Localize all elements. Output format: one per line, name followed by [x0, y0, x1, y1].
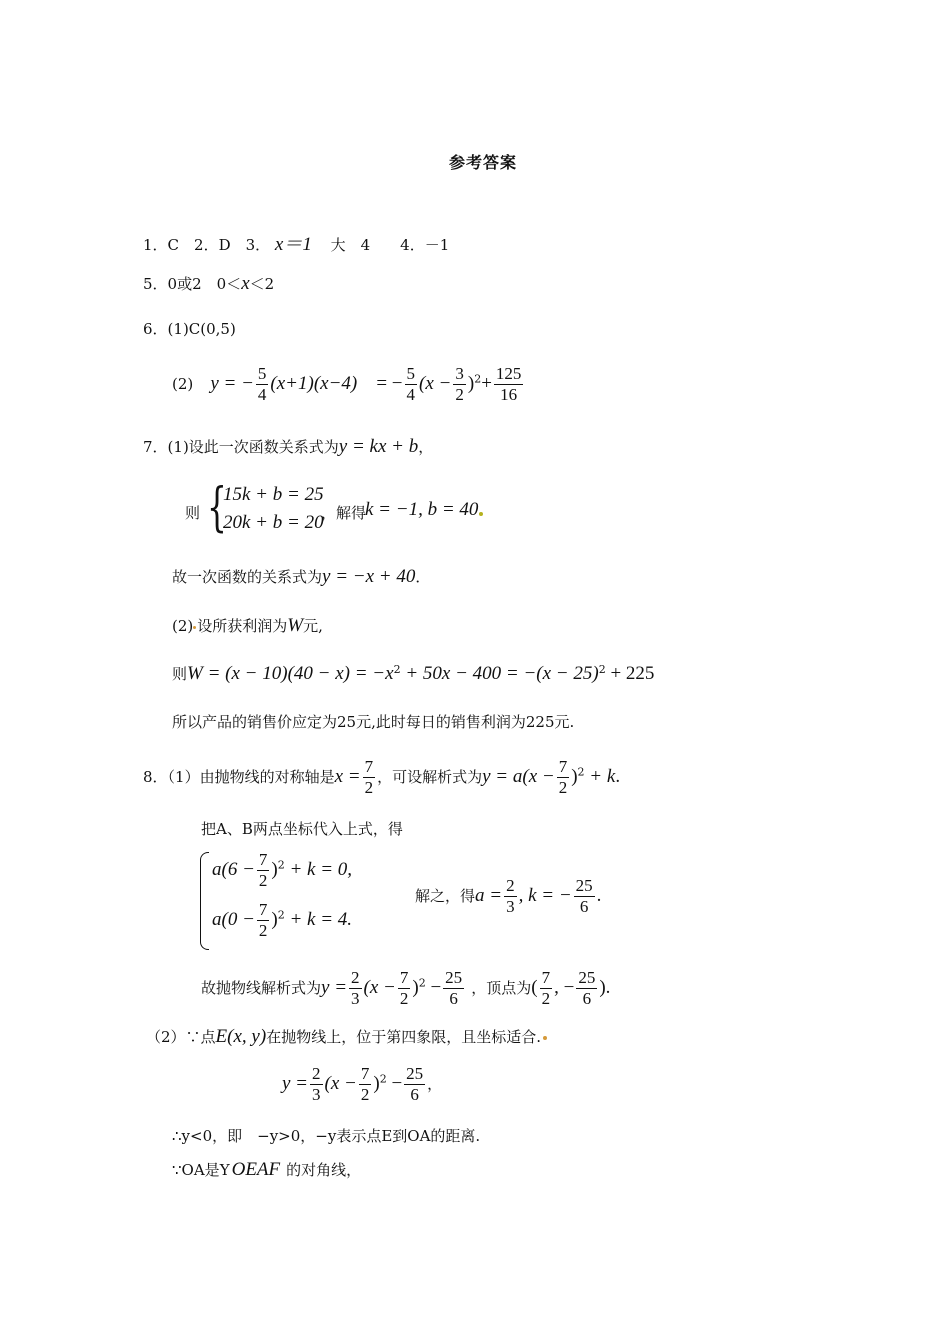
answer-8-diagonal: ∵OA是Y OEAF 的对角线， — [172, 1159, 362, 1180]
answer-6-y: y = − — [210, 373, 254, 394]
answer-6-part2: (2) y = − $\frac{5}{4}$ (x+1)(x−4) = − $\frac{5}{4}$ (x − $\frac{3}{2}$ )$^2$+ $\frac{125}{16}$ — [172, 364, 522, 404]
answer-8-system — [200, 850, 650, 950]
answer-8-solution: 解之，得a = $\frac{2}{3}$ , k = − $\frac{25}{6}$ . — [415, 876, 602, 916]
answer-6-eq2: = − — [376, 373, 403, 394]
answer-8-distance: ∴y<0，即 −y>0，−y表示点E到OA的距离. — [172, 1127, 481, 1145]
system-eq-1: a(6 − $\frac{7}{2}$ )$^2$ + k = 0, — [212, 850, 353, 890]
fraction: $\frac{125}{16}$ — [495, 364, 522, 404]
system-eq-2: 20k + b = 20 — [223, 512, 324, 533]
parallelogram-symbol: Y — [219, 1161, 230, 1179]
answer-5-text-end: ＜2 — [249, 275, 275, 293]
answer-7-text: 7．(1)设此一次函数关系式为 — [143, 438, 339, 456]
page-title: 参考答案 — [449, 153, 518, 172]
answer-7-profit-text: 设所获利润为 — [197, 617, 288, 635]
answer-7-linear-eq: y = −x + 40 — [322, 566, 416, 587]
answer-3-equation: x＝1 — [274, 234, 312, 255]
profit-eq-b: + 50x − 400 = −(x − 25) — [400, 663, 599, 684]
answer-8-part1: 8．（1）由抛物线的对称轴是x = $\frac{7}{2}$ ，可设解析式为y = a(x − $\frac{7}{2}$ )$^2$ + k. — [143, 757, 621, 797]
answer-8-part2: （2）∵点E(x, y)在抛物线上，位于第四象限，且坐标适合. — [146, 1026, 547, 1048]
system-eq-1: 15k + b = 25 — [223, 484, 324, 505]
answer-6-expr2: (x − — [419, 373, 452, 394]
answers-1-3-text: 1．C 2．D 3． — [143, 236, 271, 254]
answer-8-result: 故抛物线解析式为y = $\frac{2}{3}$ (x − $\frac{7}{2}$ )$^2$ − $\frac{25}{6}$ ，顶点为( $\frac{7}{2}$ , − $\frac{25}{6}$ ). — [201, 968, 611, 1008]
answer-5-text: 5．0或2 0＜ — [143, 275, 242, 293]
answer-7-part2: (2) 设所获利润为W元, — [172, 615, 323, 636]
answer-7-part1: 7．(1)设此一次函数关系式为y = kx + b， — [143, 436, 434, 457]
answer-7-solve-eq: k = −1, b = 40 — [365, 499, 479, 520]
answers-3-4-text: 大 4 4．－1 — [330, 236, 450, 254]
profit-eq-a: W = (x − 10)(40 − x) = −x — [187, 663, 394, 684]
answer-7-linear-text: 故一次函数的关系式为 — [172, 568, 323, 586]
answer-7-conclusion: 所以产品的销售价应定为25元,此时每日的销售利润为225元. — [172, 713, 575, 731]
mark-dot — [193, 626, 196, 629]
answer-6-part1: 6．(1)C(0,5) — [143, 320, 236, 338]
answer-7-solve-text: ，解得 — [321, 504, 367, 522]
brace: { — [207, 478, 227, 538]
profit-eq-c: + 225 — [605, 663, 655, 684]
answer-6-expr1: (x+1)(x−4) — [270, 373, 358, 394]
answer-8-substitute: 把A、B两点坐标代入上式，得 — [201, 820, 403, 838]
answer-5-var: x — [241, 273, 250, 294]
fraction: $\frac{5}{4}$ — [406, 364, 416, 404]
answer-6-label: (2) — [172, 375, 194, 393]
answer-7-then: 则 — [185, 504, 201, 522]
answer-7-profit-eq: 则$W = (x - 10)(40 - x) = -x^2 + 50x - 400 = -(x - 25)^2 + 225$ — [172, 663, 655, 684]
system-eq-2: a(0 − $\frac{7}{2}$ )$^2$ + k = 4. — [212, 900, 353, 940]
brace — [200, 852, 209, 950]
answer-8-text: 8．（1）由抛物线的对称轴是 — [143, 768, 335, 786]
mark-dot — [479, 512, 483, 516]
fraction: $\frac{5}{4}$ — [257, 364, 267, 404]
answer-7-var-w: W — [287, 615, 304, 636]
answer-7-linear: 故一次函数的关系式为y = −x + 40． — [172, 566, 431, 587]
answer-5 — [143, 273, 274, 295]
answers-1-4 — [143, 229, 449, 256]
exponent: 2 — [474, 372, 482, 386]
answer-8-eq: y = $\frac{2}{3}$ (x − $\frac{7}{2}$ )$^2$ − $\frac{25}{6}$ ， — [282, 1064, 443, 1104]
fraction: $\frac{3}{2}$ — [455, 364, 464, 404]
mark-dot — [543, 1036, 547, 1040]
answer-7-eq: y = kx + b — [338, 436, 419, 457]
